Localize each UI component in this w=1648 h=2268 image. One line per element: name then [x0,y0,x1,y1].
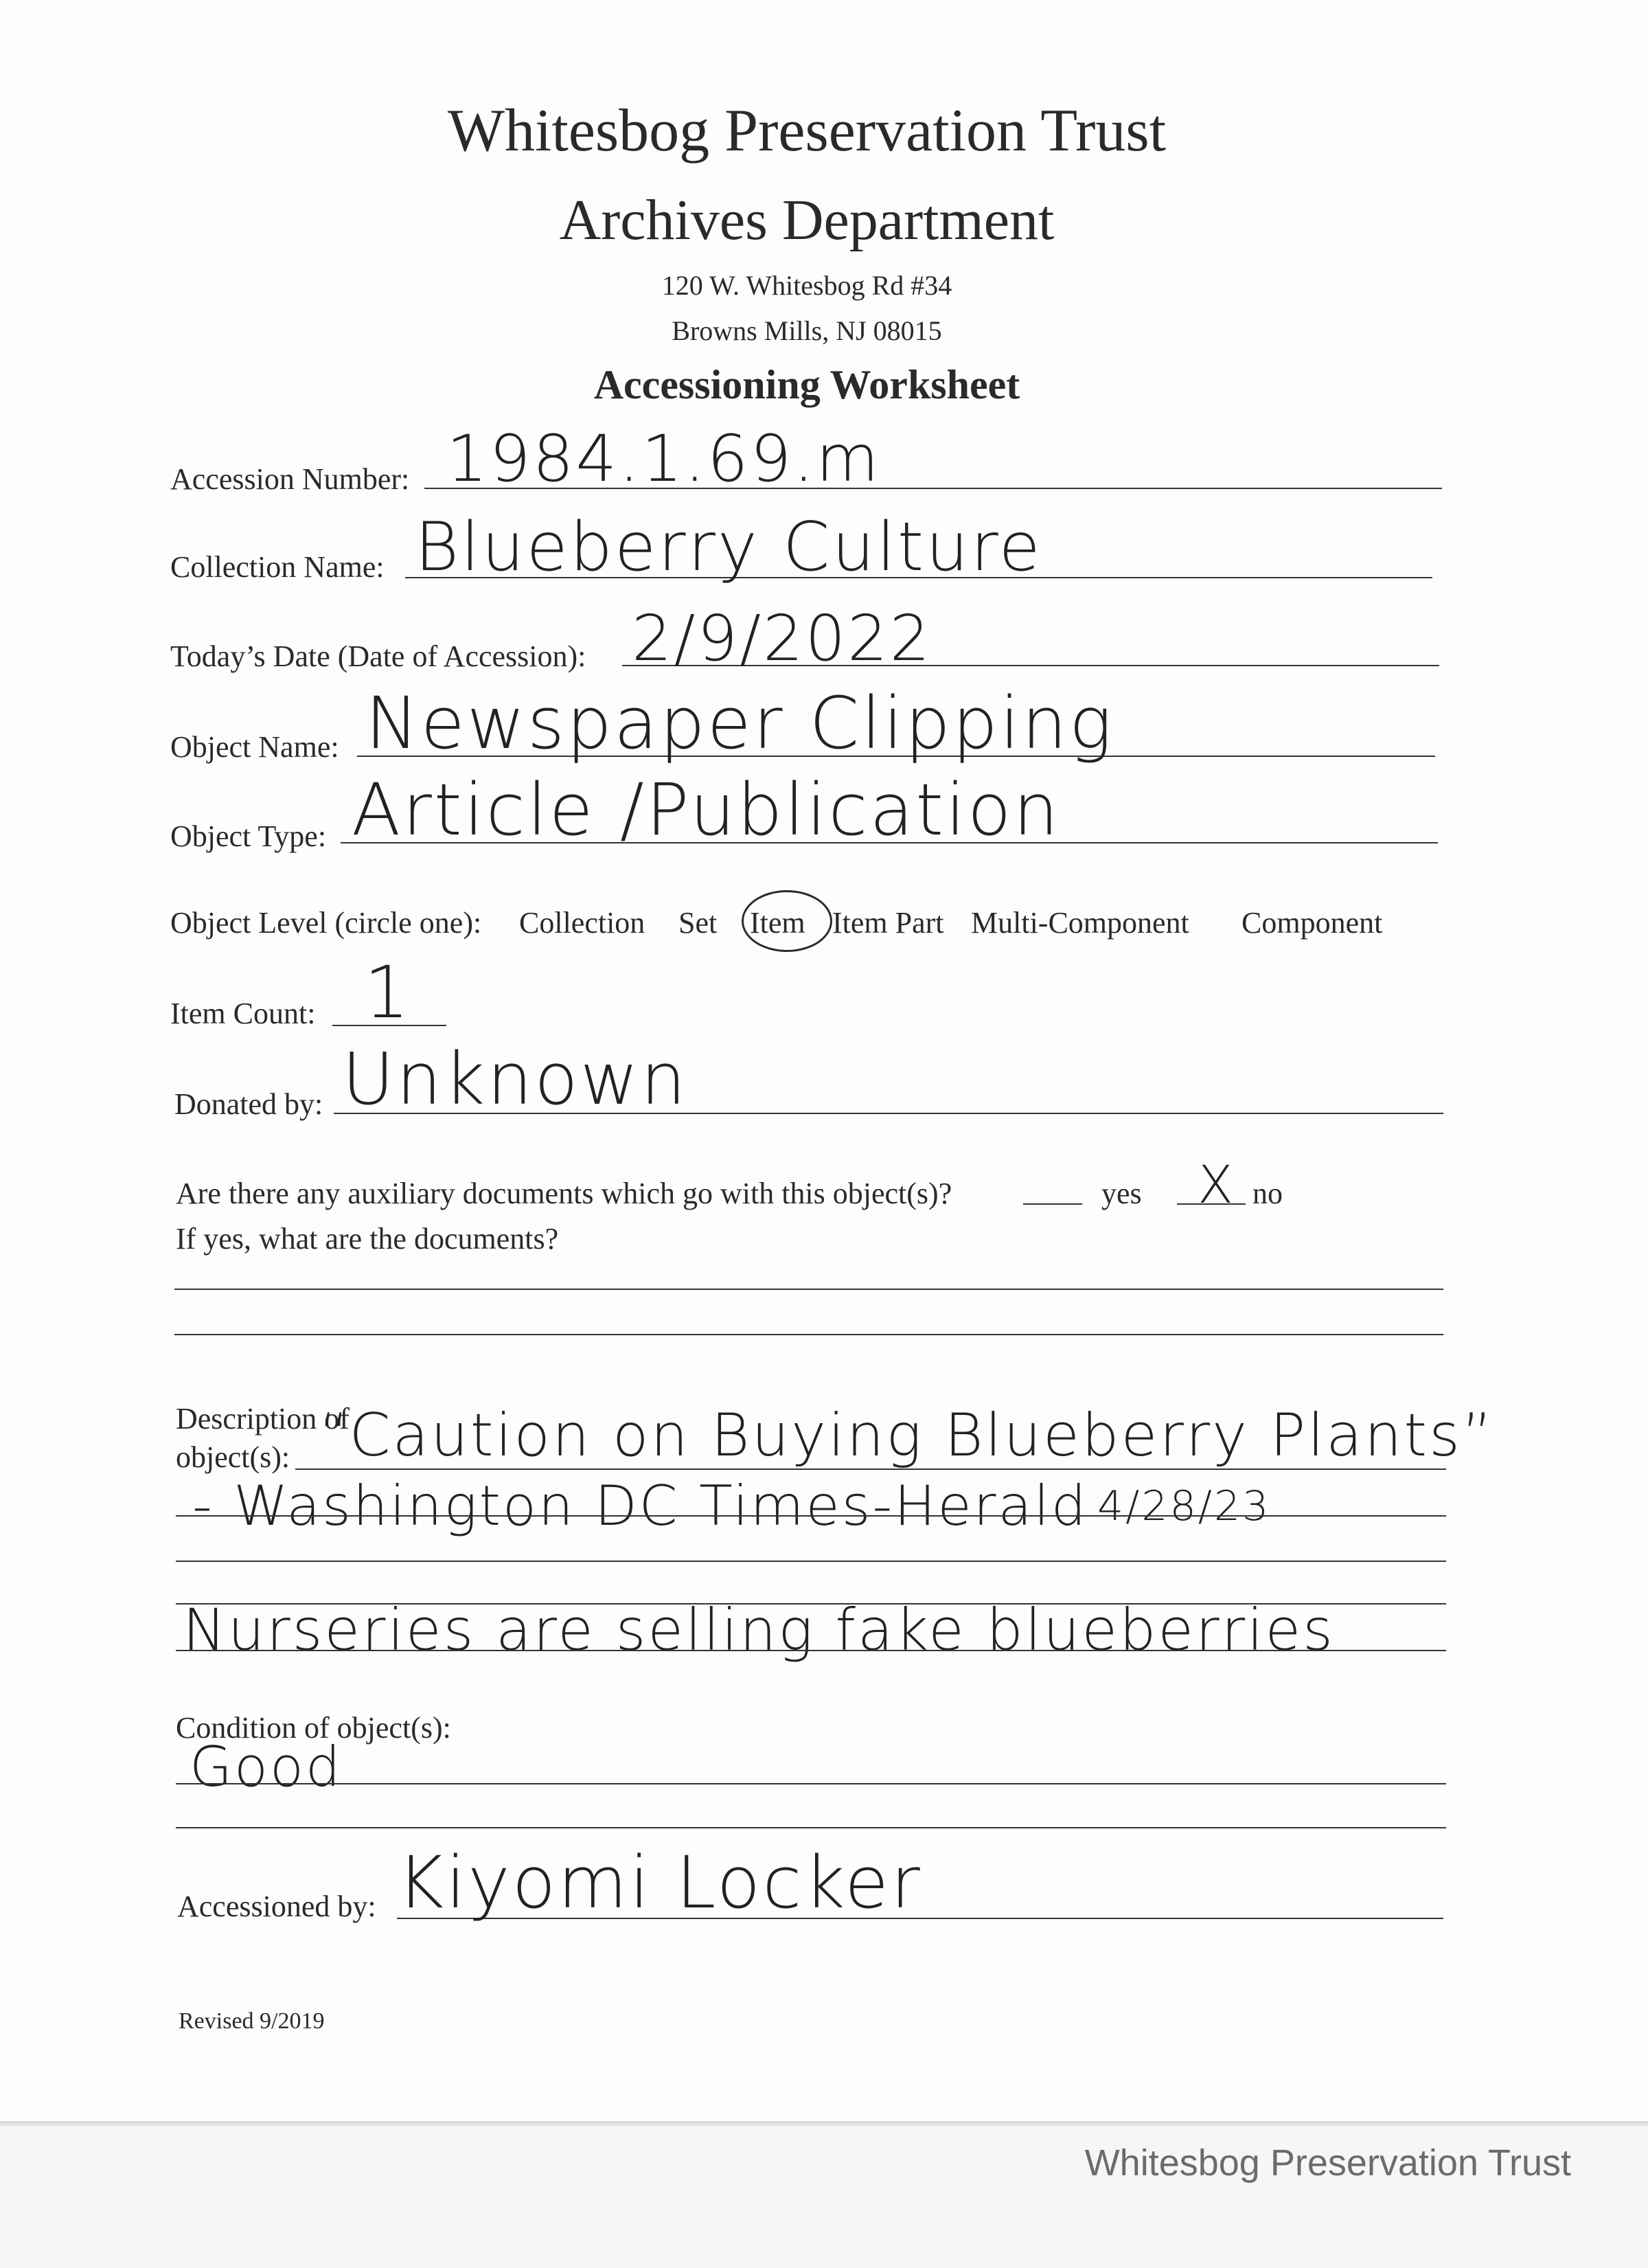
condition-label: Condition of object(s): [176,1711,451,1745]
object-level-option-item-part: Item Part [832,906,944,940]
accession-number-value: 1984.1.69.m [446,422,881,497]
accessioned-by-label: Accessioned by: [177,1890,376,1923]
description-line-3: Nurseries are selling fake blueberries [183,1596,1335,1664]
accession-number-label: Accession Number: [170,462,410,496]
object-level-option-item: Item [750,906,805,940]
todays-date-value: 2/9/2022 [632,602,932,675]
object-type-value: Article /Publication [352,768,1061,852]
description-line-2-date: 4/28/23 [1097,1482,1271,1530]
auxiliary-yes-label: yes [1101,1177,1142,1210]
description-line-2: - Washington DC Times-Herald [192,1474,1088,1538]
description-rule-1 [295,1468,1446,1470]
description-label-line-1: Description of [176,1402,350,1436]
department-title: Archives Department [559,188,1055,252]
description-label-line-2: object(s): [176,1440,290,1474]
address-line-2: Browns Mills, NJ 08015 [672,315,942,346]
object-level-option-set: Set [678,906,718,940]
address-line-1: 120 W. Whitesbog Rd #34 [661,270,952,301]
selected-option-circle [742,890,832,952]
todays-date-label: Today’s Date (Date of Accession): [170,639,586,673]
auxiliary-no-label: no [1252,1177,1283,1210]
object-name-label: Object Name: [170,730,339,764]
auxiliary-question: Are there any auxiliary documents which go with this object(s)? [176,1177,952,1210]
description-line-1: “Caution on Buying Blueberry Plants” [319,1401,1495,1470]
description-rule-5 [176,1650,1446,1651]
collection-name-label: Collection Name: [170,550,385,584]
item-count-label: Item Count: [170,997,316,1030]
description-rule-2 [176,1515,1446,1517]
object-level-option-collection: Collection [519,906,645,940]
object-level-option-multi-component: Multi-Component [971,906,1189,940]
object-level-option-component: Component [1241,906,1383,940]
condition-rule-1 [176,1783,1446,1784]
condition-value: Good [190,1735,343,1799]
object-level-label: Object Level (circle one): [170,906,482,940]
donated-by-label: Donated by: [174,1087,323,1121]
revised-note: Revised 9/2019 [179,2008,325,2034]
auxiliary-followup: If yes, what are the documents? [176,1222,559,1256]
auxiliary-line-2 [174,1334,1443,1335]
object-type-label: Object Type: [170,819,327,853]
donated-by-value: Unknown [342,1037,688,1121]
form-title: Accessioning Worksheet [593,362,1020,407]
collection-name-value: Blueberry Culture [415,508,1042,587]
auxiliary-yes-line [1023,1203,1082,1205]
item-count-value: 1 [364,951,412,1034]
footer-credit: Whitesbog Preservation Trust [1084,2142,1571,2184]
org-title: Whitesbog Preservation Trust [447,98,1167,164]
description-rule-3 [176,1561,1446,1562]
auxiliary-no-mark: X [1198,1154,1236,1215]
object-name-value: Newspaper Clipping [365,681,1114,765]
condition-rule-2 [176,1827,1446,1828]
accessioned-by-value: Kiyomi Locker [397,1841,922,1925]
page-edge [0,2121,1648,2127]
auxiliary-line-1 [174,1289,1443,1290]
